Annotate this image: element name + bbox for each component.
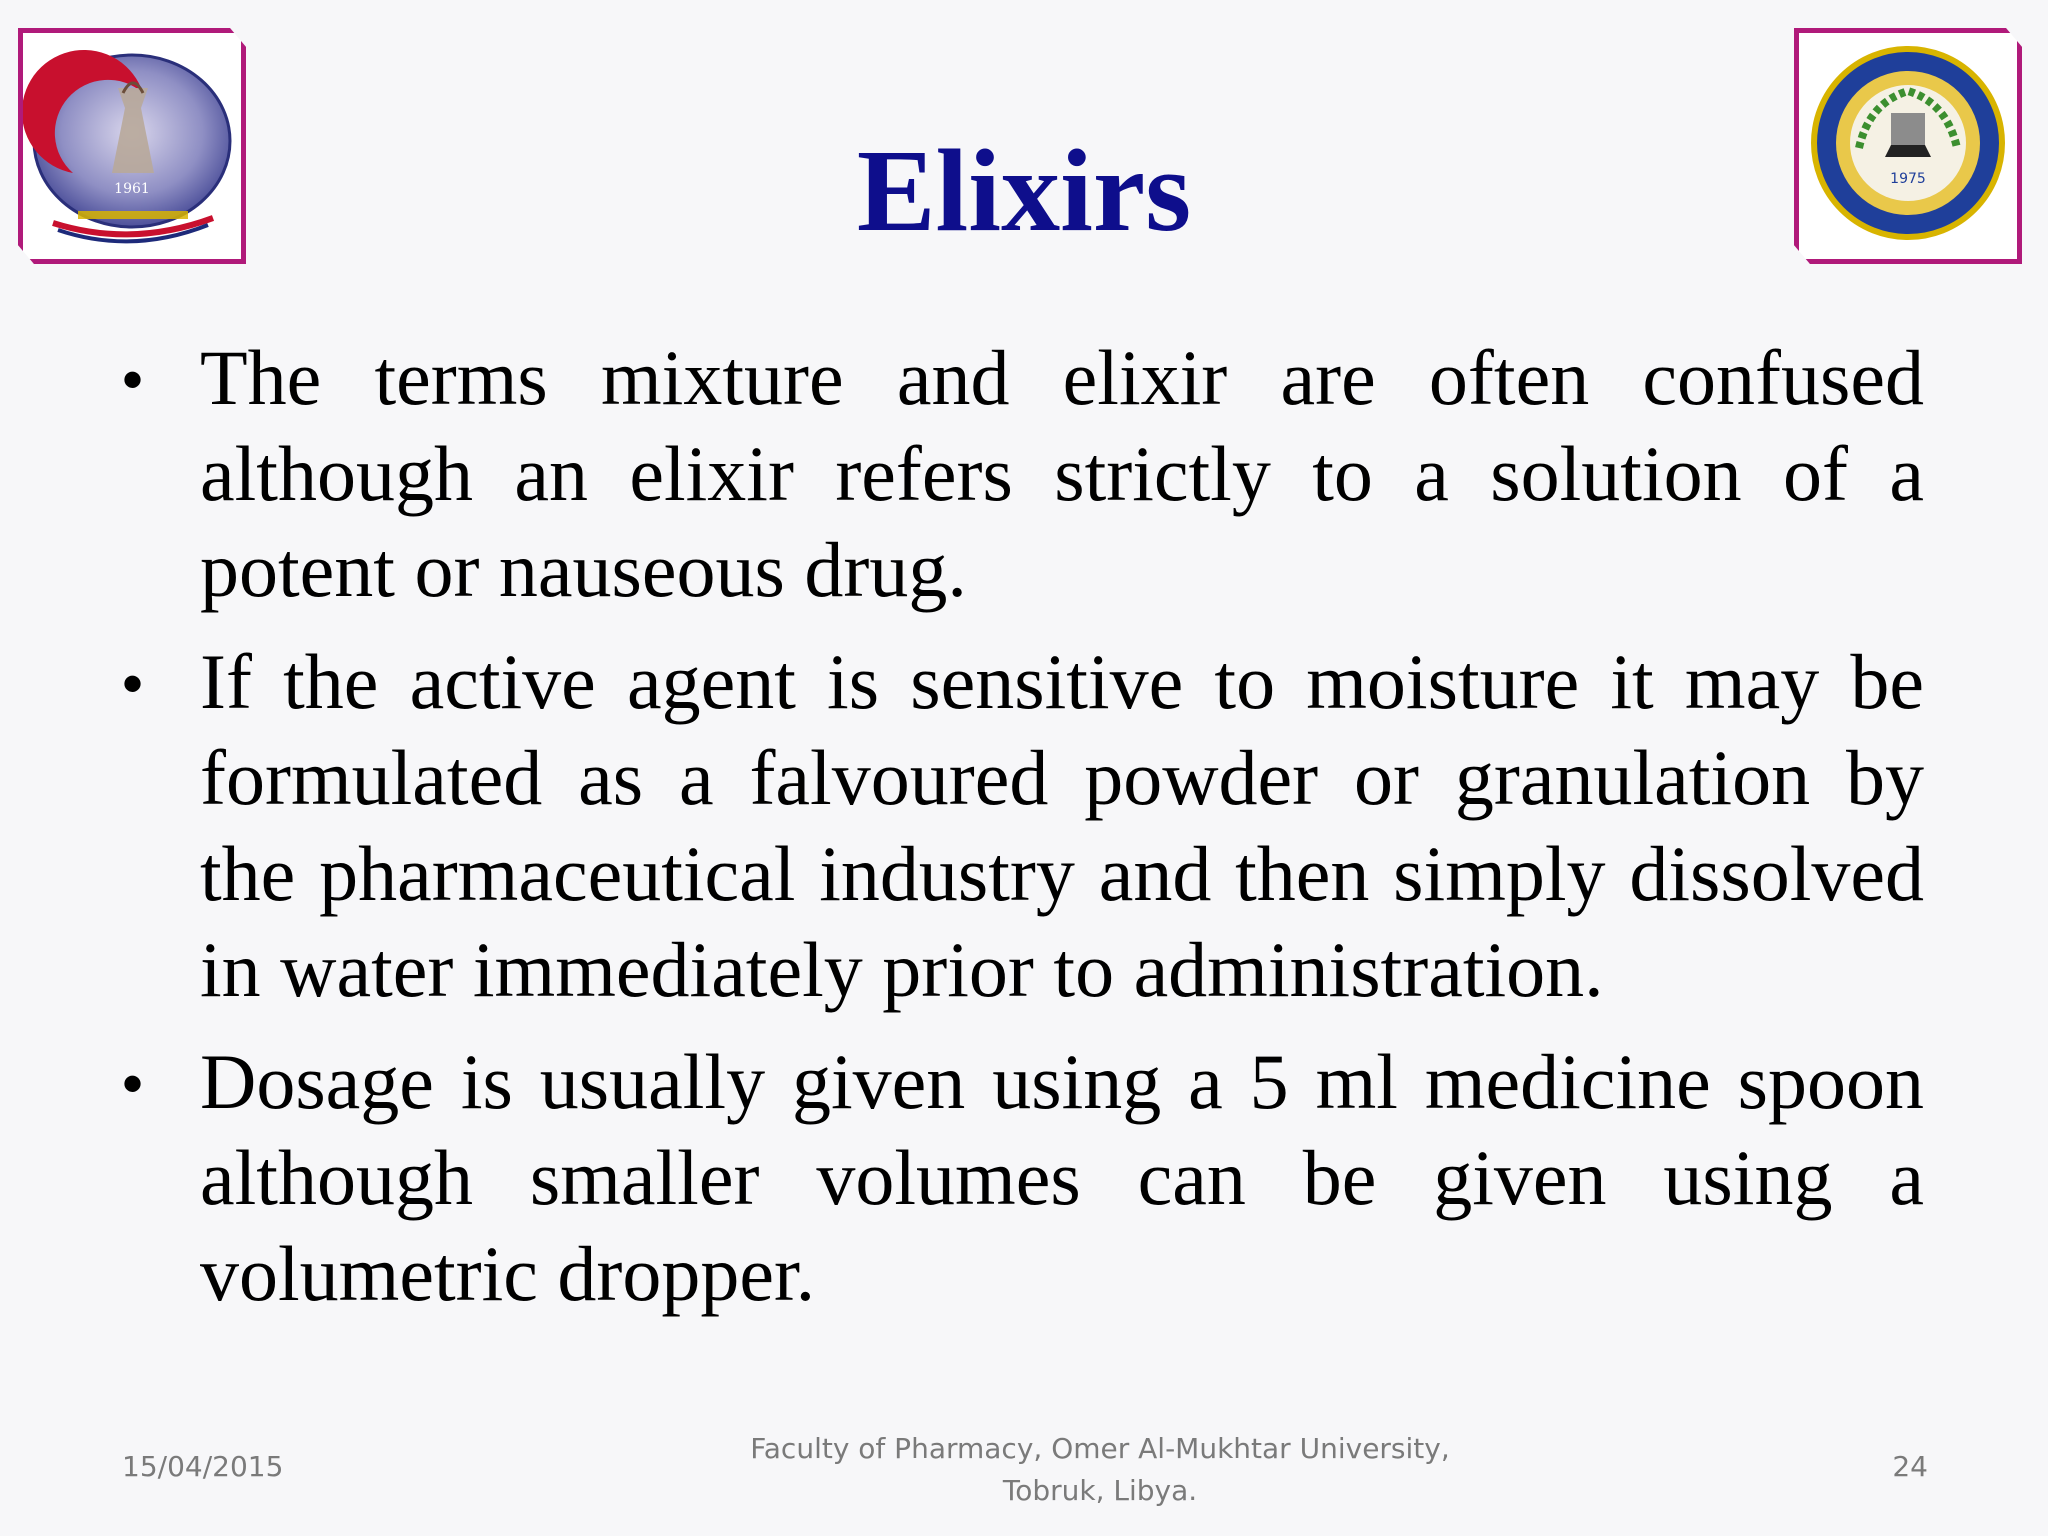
footer-institution-line1: Faculty of Pharmacy, Omer Al-Mukhtar University, <box>750 1432 1450 1465</box>
bullet-item <box>120 1034 1924 1322</box>
bullet-text: Dosage is usually given using a 5 ml medicine spoon although smaller volumes can be given using a volumetric dropper. <box>200 1038 1924 1317</box>
footer-institution <box>700 1428 1500 1512</box>
bullet-list <box>120 330 1924 1338</box>
left-seal-year: 1961 <box>114 181 150 197</box>
bullet-item <box>120 330 1924 618</box>
page-number: 24 <box>1892 1450 1928 1483</box>
bullet-symbol: • <box>122 346 144 413</box>
right-seal-year: 1975 <box>1890 171 1926 187</box>
bullet-symbol: • <box>122 650 144 717</box>
bullet-symbol: • <box>122 1050 144 1117</box>
bullet-text: If the active agent is sensitive to moisture it may be formulated as a falvoured powder or granulation by the pharmaceutical industry and then simply dissolved in water immediately prior to administration. <box>200 638 1924 1013</box>
footer-date: 15/04/2015 <box>122 1450 284 1483</box>
footer-institution-line2: Tobruk, Libya. <box>1002 1474 1198 1507</box>
slide-title: Elixirs <box>856 125 1192 256</box>
bullet-item <box>120 634 1924 1018</box>
bullet-text: The terms mixture and elixir are often confused although an elixir refers strictly to a solution of a potent or nauseous drug. <box>200 334 1924 613</box>
